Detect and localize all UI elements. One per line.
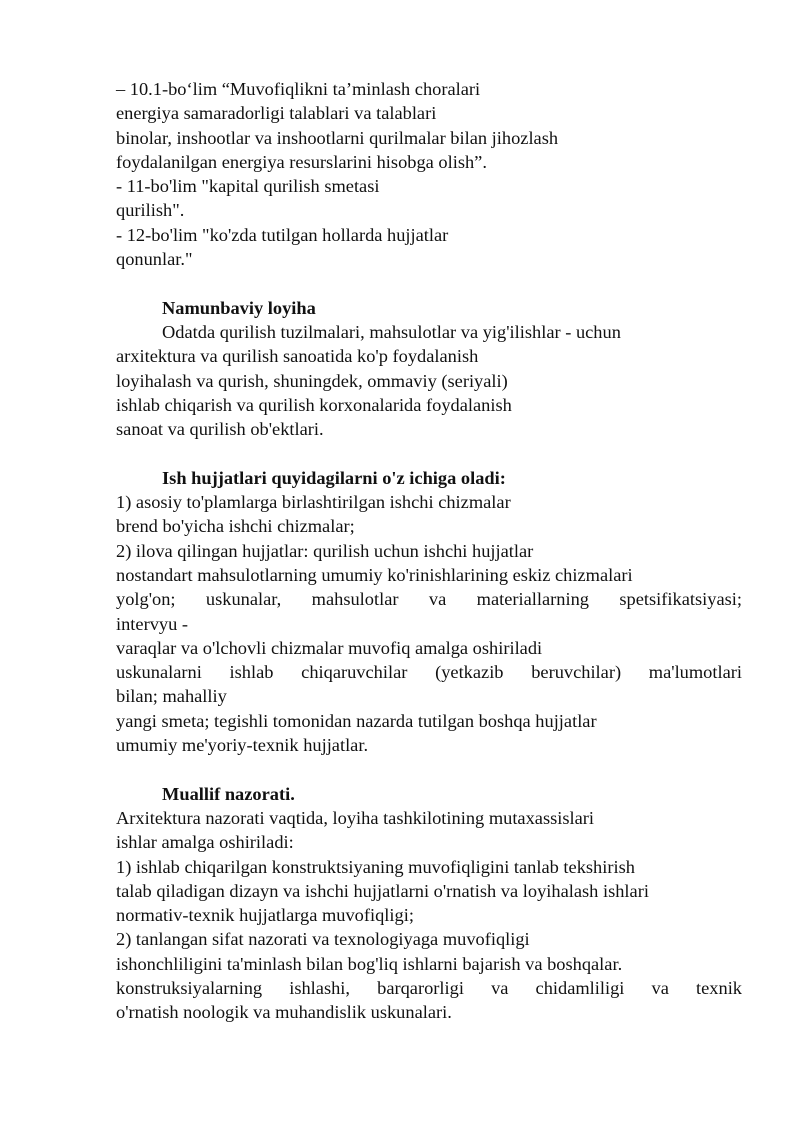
text-line: ishlab chiqarish va qurilish korxonalarida foydalanish	[116, 394, 512, 415]
text-line: loyihalash va qurish, shuningdek, ommaviy (seriyali)	[116, 370, 508, 391]
text-line: binolar, inshootlar va inshootlarni qurilmalar bilan jihozlash	[116, 127, 559, 148]
text-line: qonunlar."	[116, 249, 193, 270]
text-line: sanoat va qurilish ob'ektlari.	[116, 419, 324, 440]
text-line: - 12-bo'lim "ko'zda tutilgan hollarda hujjatlar	[116, 224, 449, 245]
text-line: brend bo'yicha ishchi chizmalar;	[116, 516, 355, 537]
section-working-documents	[116, 466, 742, 758]
section-heading: Ish hujjatlari quyidagilarni o'z ichiga oladi:	[162, 467, 506, 488]
section-project-parts	[116, 77, 742, 271]
text-line: 1) ishlab chiqarilgan konstruktsiyaning muvofiqligini tanlab tekshirish	[116, 856, 635, 877]
text-line: arxitektura va qurilish sanoatida ko'p foydalanish	[116, 346, 479, 367]
text-line: normativ-texnik hujjatlarga muvofiqligi;	[116, 905, 414, 926]
paragraph-gap	[116, 757, 742, 781]
text-line: energiya samaradorligi talablari va talablari	[116, 103, 437, 124]
text-line: umumiy me'yoriy-texnik hujjatlar.	[116, 735, 369, 756]
text-line: uskunalarni ishlab chiqaruvchilar (yetkazib beruvchilar) ma'lumotlari	[116, 662, 742, 683]
text-line: ishlar amalga oshiriladi:	[116, 832, 294, 853]
text-line: 2) tanlangan sifat nazorati va texnologiyaga muvofiqligi	[116, 929, 530, 950]
paragraph-gap	[116, 271, 742, 295]
text-line: varaqlar va o'lchovli chizmalar muvofiq amalga oshiriladi	[116, 637, 543, 658]
text-line: - 11-bo'lim "kapital qurilish smetasi	[116, 176, 380, 197]
text-line: 2) ilova qilingan hujjatlar: qurilish uchun ishchi hujjatlar	[116, 540, 534, 561]
section-standard-project	[116, 296, 742, 442]
section-heading: Namunbaviy loyiha	[162, 297, 316, 318]
text-line: foydalanilgan energiya resurslarini hisobga olish”.	[116, 151, 487, 172]
text-line: intervyu -	[116, 613, 189, 634]
text-line: qurilish".	[116, 200, 185, 221]
text-line: nostandart mahsulotlarning umumiy ko'rinishlarining eskiz chizmalari	[116, 564, 633, 585]
text-line: talab qiladigan dizayn va ishchi hujjatlarni o'rnatish va loyihalash ishlari	[116, 880, 649, 901]
document-page	[116, 77, 742, 1025]
section-author-supervision	[116, 782, 742, 1025]
text-line: bilan; mahalliy	[116, 686, 227, 707]
section-heading: Muallif nazorati.	[162, 783, 295, 804]
text-line: o'rnatish noologik va muhandislik uskunalari.	[116, 1002, 452, 1023]
text-line: 1) asosiy to'plamlarga birlashtirilgan ishchi chizmalar	[116, 492, 511, 513]
text-line: Odatda qurilish tuzilmalari, mahsulotlar va yig'ilishlar - uchun	[162, 321, 621, 342]
paragraph-gap	[116, 441, 742, 465]
text-line: – 10.1-bo‘lim “Muvofiqlikni ta’minlash choralari	[116, 79, 481, 99]
text-line: ishonchliligini ta'minlash bilan bog'liq ishlarni bajarish va boshqalar.	[116, 953, 623, 974]
text-line: Arxitektura nazorati vaqtida, loyiha tashkilotining mutaxassislari	[116, 807, 595, 828]
text-line: yolg'on; uskunalar, mahsulotlar va materiallarning spetsifikatsiyasi;	[116, 589, 742, 610]
text-line: konstruksiyalarning ishlashi, barqarorligi va chidamliligi va texnik	[116, 977, 742, 998]
text-line: yangi smeta; tegishli tomonidan nazarda tutilgan boshqa hujjatlar	[116, 710, 597, 731]
